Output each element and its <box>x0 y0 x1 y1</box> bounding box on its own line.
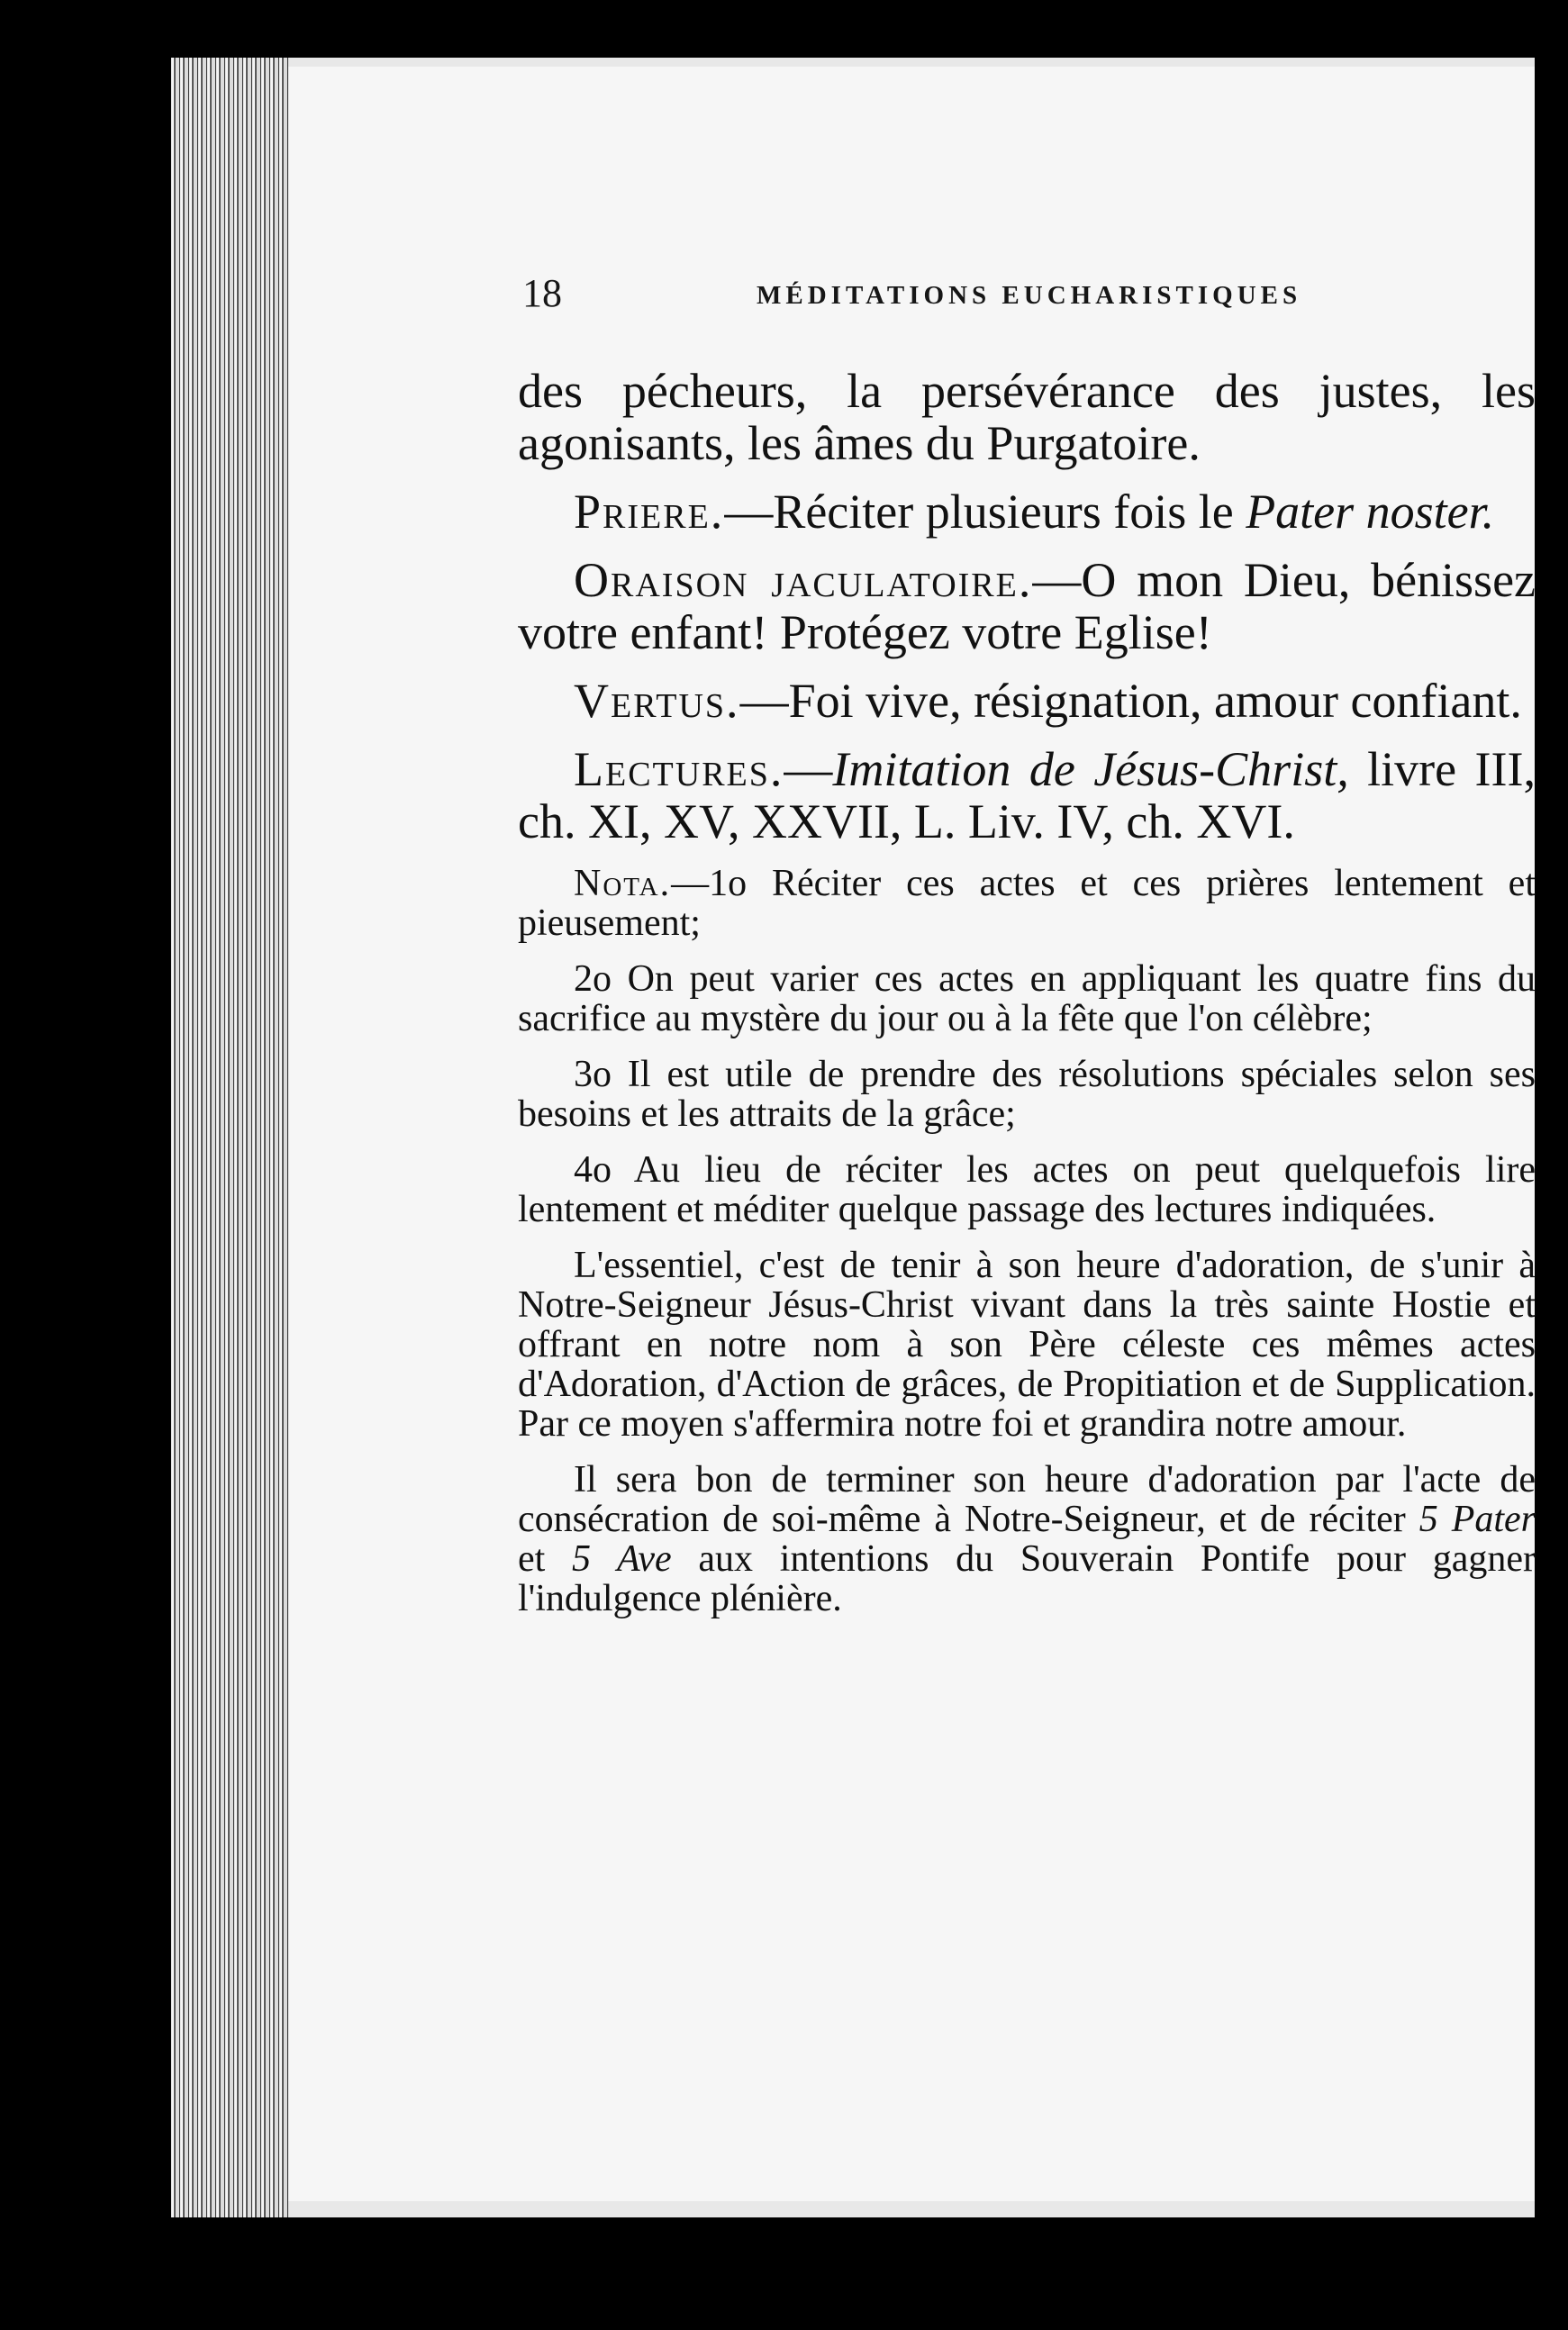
oraison-paragraph <box>518 554 1536 658</box>
vertus-paragraph <box>518 675 1536 727</box>
page-edges <box>171 58 288 2217</box>
page-number: 18 <box>522 271 562 315</box>
lectures-label: Lectures. <box>574 742 784 796</box>
lectures-text: livre III, ch. XI, XV, XXVII, L. Liv. IV, ch. XVI. <box>518 742 1536 848</box>
running-title: MÉDITATIONS EUCHARISTIQUES <box>757 281 1302 310</box>
note-4-paragraph: 4o Au lieu de réciter les actes on peut quelquefois lire lentement et méditer quelque passage des lectures indiquées. <box>518 1149 1536 1230</box>
final-ave: 5 Ave <box>572 1538 672 1580</box>
lectures-dash: — <box>784 742 833 796</box>
vertus-text: —Foi vive, résignation, amour confiant. <box>739 674 1522 728</box>
priere-label: Priere. <box>574 485 725 539</box>
nota-label: Nota. <box>574 863 672 904</box>
essentiel-paragraph: L'essentiel, c'est de tenir à son heure d'adoration, de s'unir à Notre-Seigneur Jésus-Christ vivant dans la très sainte Hostie et offrant en notre nom à son Père céleste ces mêmes actes d'Adoration, d'Action de grâces, de Propitiation et de Supplication. Par ce moyen s'affermira notre foi et grandira notre amour. <box>518 1245 1536 1445</box>
final-text-b: et <box>518 1538 573 1580</box>
priere-text: —Réciter plusieurs fois le <box>724 485 1246 539</box>
note-3-paragraph: 3o Il est utile de prendre des résolutions spéciales selon ses besoins et les attraits de la grâce; <box>518 1054 1536 1135</box>
priere-italic: Pater noster. <box>1246 485 1495 539</box>
page-body <box>518 365 1536 1635</box>
final-text-a: Il sera bon de terminer son heure d'adoration par l'acte de consécration de soi-même à Notre-Seigneur, et de réciter <box>518 1459 1536 1540</box>
note-2-paragraph: 2o On peut varier ces actes en appliquant les quatre fins du sacrifice au mystère du jour ou à la fête que l'on célèbre; <box>518 958 1536 1039</box>
nota-paragraph <box>518 864 1536 943</box>
page-header <box>522 270 1423 315</box>
final-paragraph <box>518 1460 1536 1618</box>
oraison-text: —O mon Dieu, bénissez votre enfant! Protégez votre Eglise! <box>518 553 1536 659</box>
lectures-paragraph <box>518 743 1536 848</box>
small-type-section <box>518 864 1536 1618</box>
nota-text: —1o Réciter ces actes et ces prières lentement et pieusement; <box>518 863 1536 944</box>
continuation-paragraph: des pécheurs, la persévérance des justes, les agonisants, les âmes du Purgatoire. <box>518 364 1536 470</box>
lectures-italic: Imitation de Jésus-Christ, <box>832 742 1349 796</box>
final-text-c: aux intentions du Souverain Pontife pour gagner l'indulgence plénière. <box>518 1538 1536 1619</box>
oraison-label: Oraison jaculatoire. <box>574 553 1033 607</box>
final-pater: 5 Pater <box>1418 1499 1536 1540</box>
large-type-section <box>518 365 1536 848</box>
vertus-label: Vertus. <box>574 674 740 728</box>
priere-paragraph <box>518 485 1536 538</box>
